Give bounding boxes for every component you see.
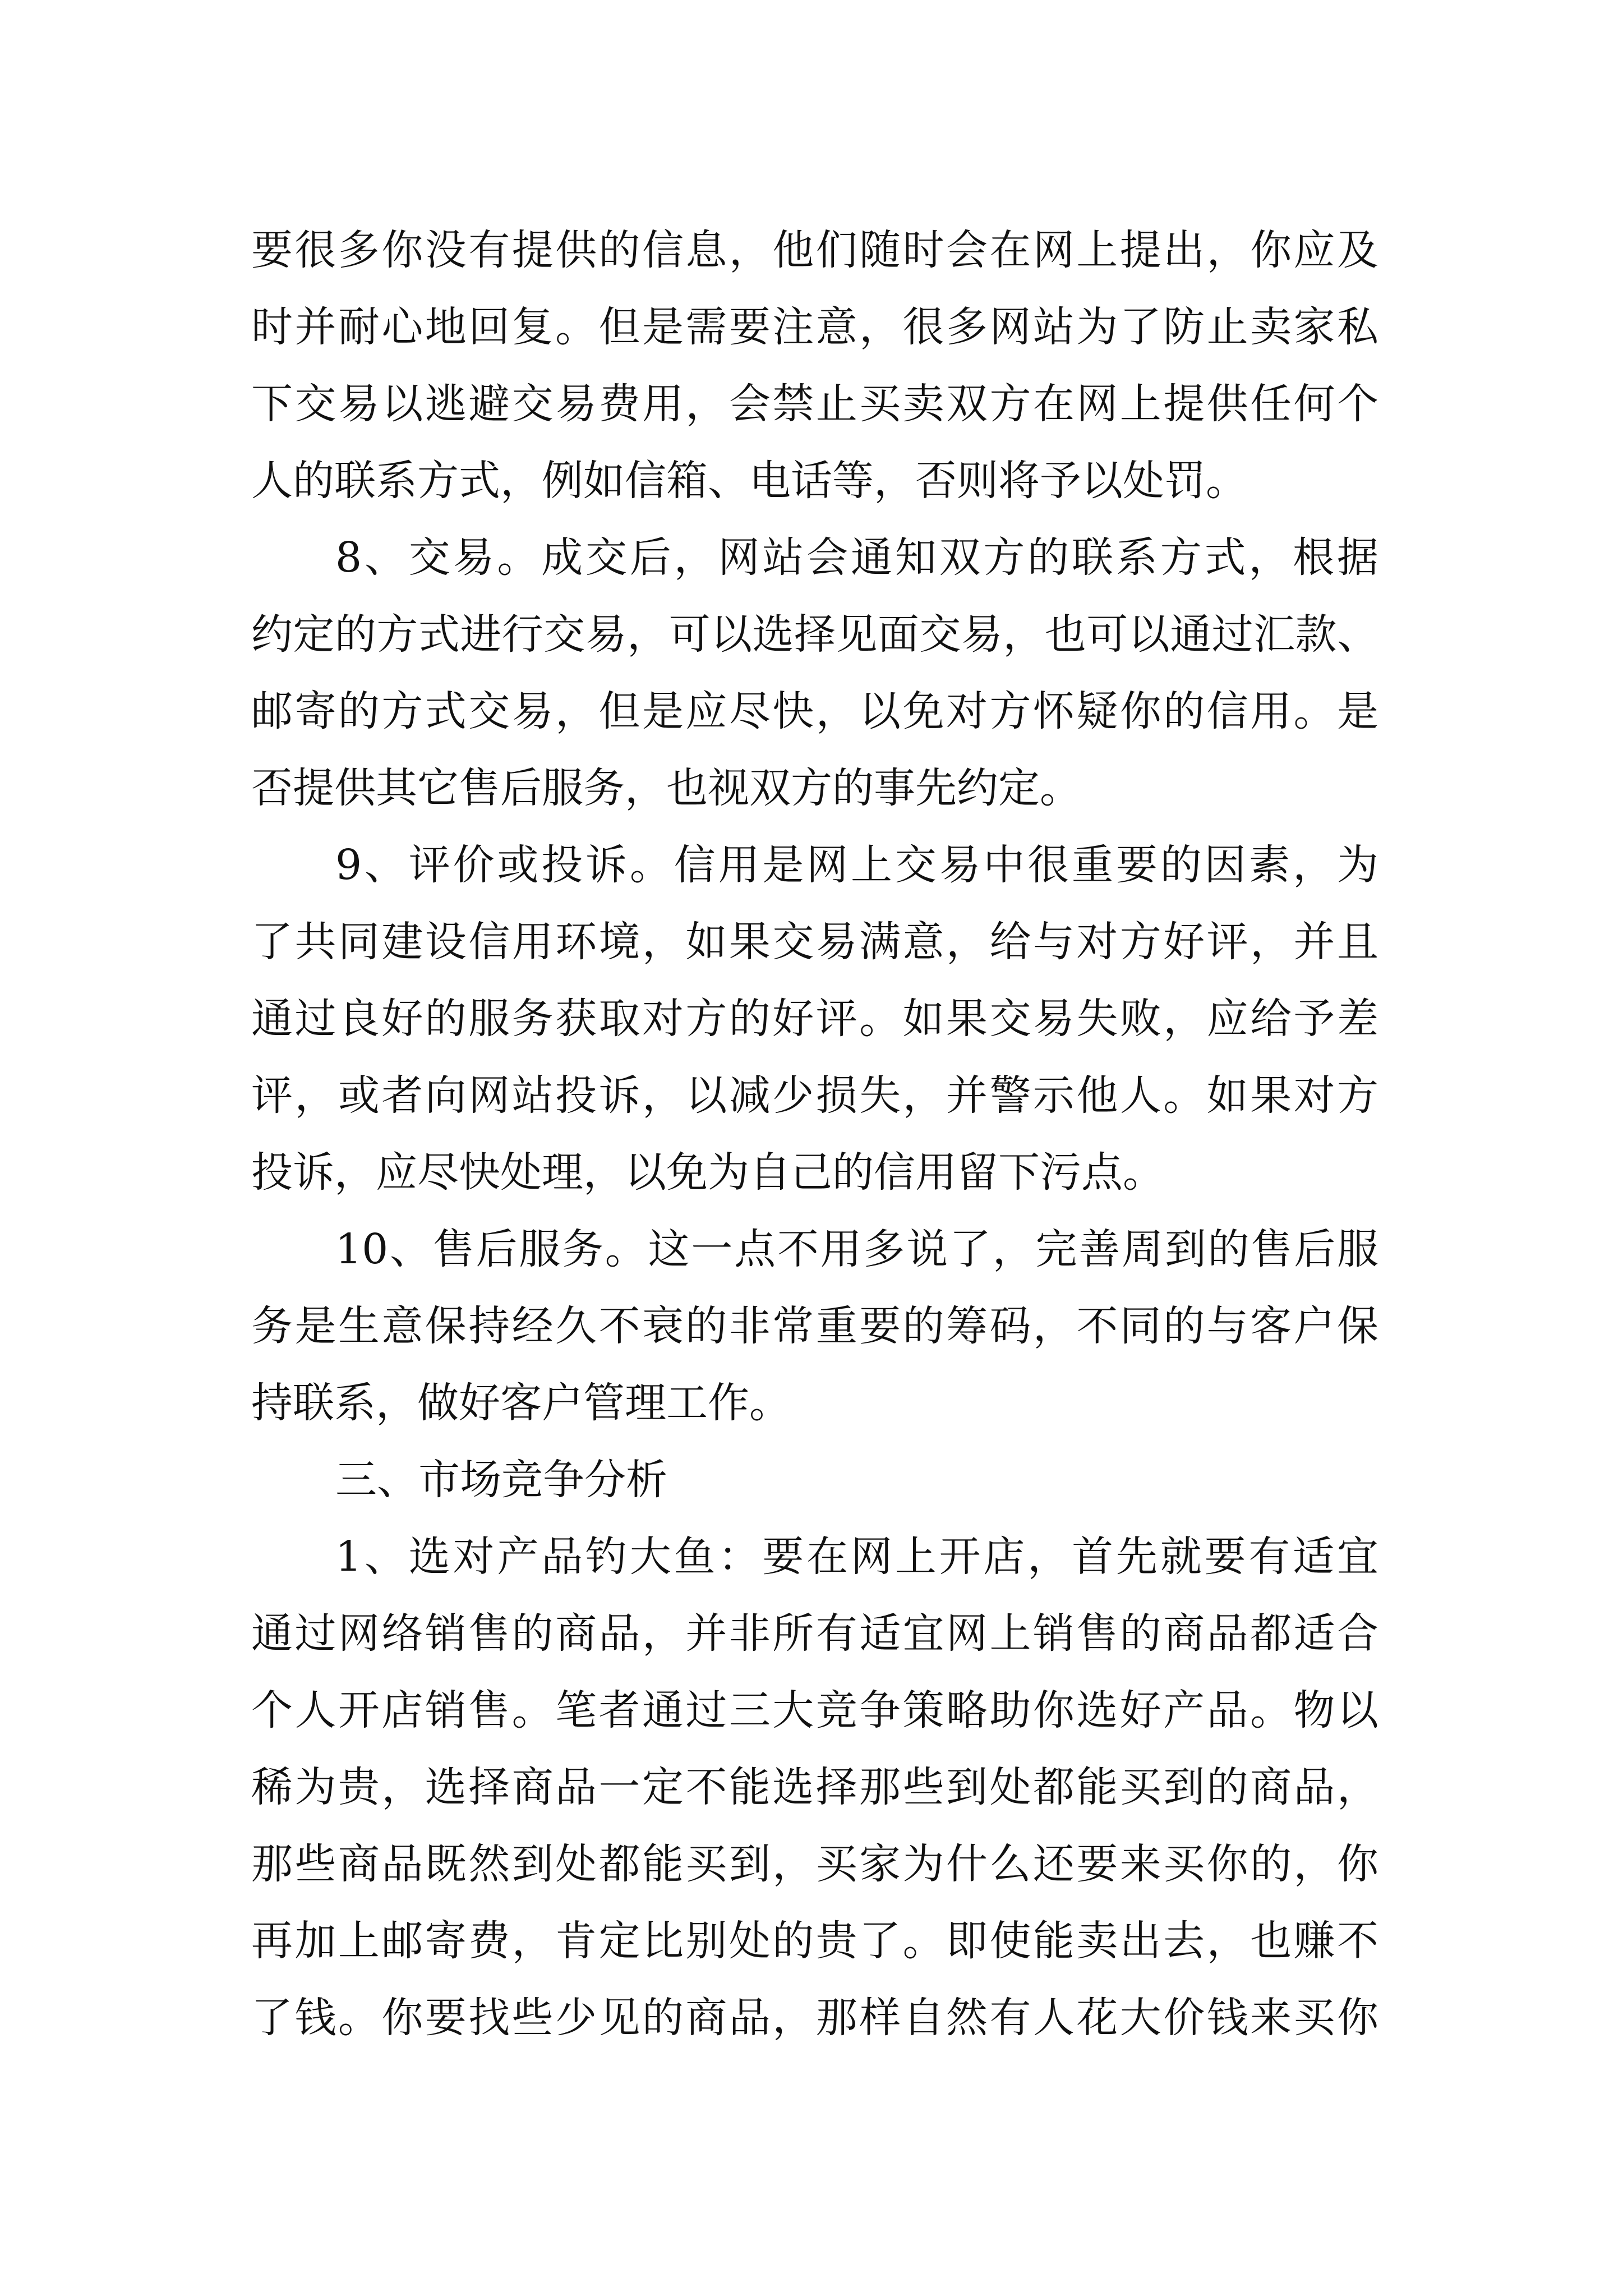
paragraph-first-line: 9、评价或投诉。信用是网上交易中很重要的因素，为 bbox=[335, 841, 1378, 889]
paragraph-first-line: 8、交易。成交后，网站会通知双方的联系方式，根据 bbox=[335, 533, 1378, 582]
body-text bbox=[251, 212, 1378, 2056]
text-line: 通过良好的服务获取对方的好评。如果交易失败，应给予差 bbox=[251, 995, 1378, 1043]
text-line: 再加上邮寄费，肯定比别处的贵了。即使能卖出去，也赚不 bbox=[251, 1917, 1378, 1965]
text-line: 人的联系方式，例如信箱、电话等，否则将予以处罚。 bbox=[251, 457, 1247, 505]
text-line: 个人开店销售。笔者通过三大竞争策略助你选好产品。物以 bbox=[251, 1686, 1378, 1734]
paragraph-first-line: 1、选对产品钓大鱼：要在网上开店，首先就要有适宜 bbox=[335, 1533, 1378, 1581]
text-line: 了共同建设信用环境，如果交易满意，给与对方好评，并且 bbox=[251, 918, 1378, 966]
text-line: 下交易以逃避交易费用，会禁止买卖双方在网上提供任何个 bbox=[251, 380, 1378, 428]
text-line: 了钱。你要找些少见的商品，那样自然有人花大价钱来买你 bbox=[251, 1994, 1378, 2042]
text-line: 约定的方式进行交易，可以选择见面交易，也可以通过汇款、 bbox=[251, 610, 1378, 659]
text-line: 时并耐心地回复。但是需要注意，很多网站为了防止卖家私 bbox=[251, 303, 1378, 351]
text-line: 通过网络销售的商品，并非所有适宜网上销售的商品都适合 bbox=[251, 1609, 1378, 1658]
text-line: 务是生意保持经久不衰的非常重要的筹码，不同的与客户保 bbox=[251, 1302, 1378, 1350]
text-line: 评，或者向网站投诉，以减少损失，并警示他人。如果对方 bbox=[251, 1071, 1378, 1120]
text-line: 持联系，做好客户管理工作。 bbox=[251, 1379, 791, 1427]
text-line: 邮寄的方式交易，但是应尽快，以免对方怀疑你的信用。是 bbox=[251, 687, 1378, 735]
text-line: 投诉，应尽快处理，以免为自己的信用留下污点。 bbox=[251, 1148, 1164, 1197]
text-line: 否提供其它售后服务，也视双方的事先约定。 bbox=[251, 764, 1081, 812]
section-heading: 三、市场竞争分析 bbox=[335, 1456, 667, 1504]
paragraph-first-line: 10、售后服务。这一点不用多说了，完善周到的售后服 bbox=[335, 1225, 1378, 1273]
text-line: 稀为贵，选择商品一定不能选择那些到处都能买到的商品， bbox=[251, 1763, 1378, 1811]
text-line: 那些商品既然到处都能买到，买家为什么还要来买你的，你 bbox=[251, 1840, 1378, 1888]
text-line: 要很多你没有提供的信息，他们随时会在网上提出，你应及 bbox=[251, 226, 1378, 274]
